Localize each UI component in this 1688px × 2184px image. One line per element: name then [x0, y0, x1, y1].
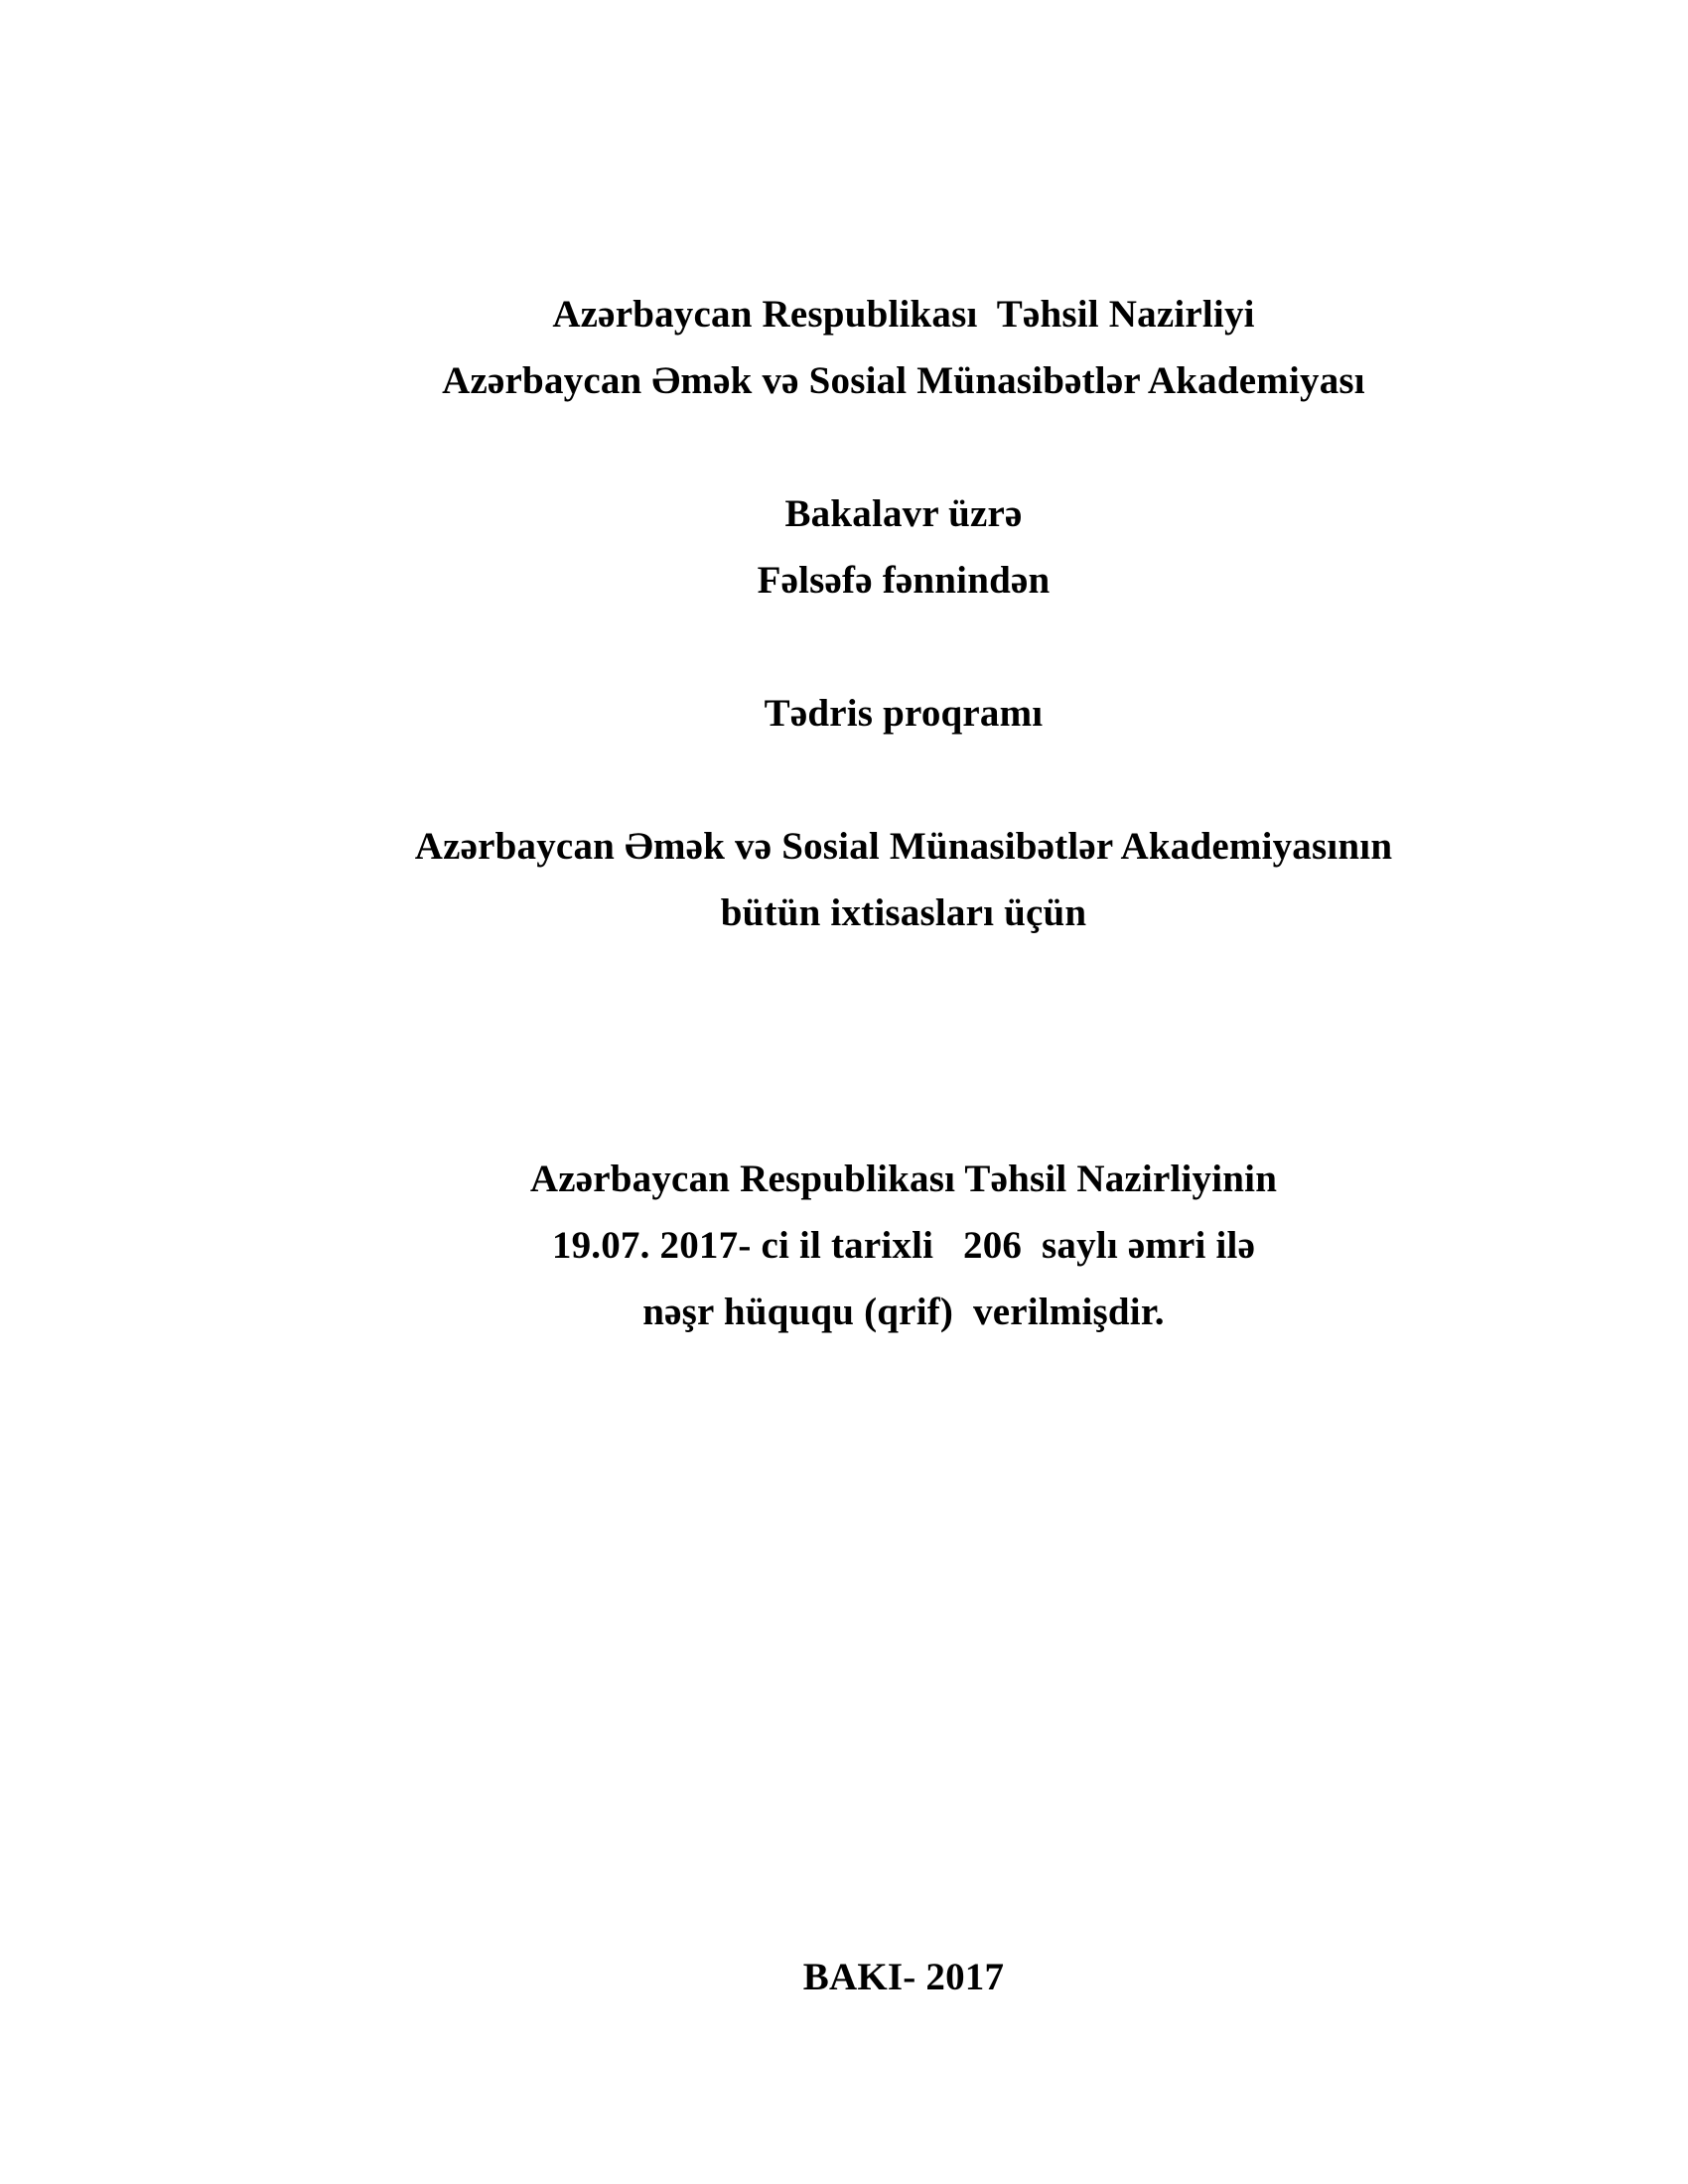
approval-rights-statement: nəşr hüququ (qrif) verilmişdir. — [642, 1291, 1165, 1333]
approval-authority: Azərbaycan Respublikası Təhsil Nazirliyinin — [529, 1158, 1278, 1200]
approval-order-details: 19.07. 2017- ci il tarixli 206 saylı əmri ilə — [551, 1224, 1256, 1267]
document-title: Tədris proqramı — [764, 692, 1044, 735]
title-page-content — [119, 0, 1688, 2184]
degree-level: Bakalavr üzrə — [784, 492, 1023, 535]
audience-academy: Azərbaycan Əmək və Sosial Münasibətlər Akademiyasının — [414, 825, 1393, 868]
ministry-name: Azərbaycan Respublikası Təhsil Nazirliyi — [552, 293, 1255, 336]
audience-specialties: bütün ixtisasları üçün — [720, 891, 1087, 934]
subject-name: Fəlsəfə fənnindən — [757, 559, 1051, 602]
academy-name: Azərbaycan Əmək və Sosial Münasibətlər Akademiyası — [442, 359, 1365, 402]
city-year-footer: BAKI- 2017 — [802, 1956, 1005, 1998]
